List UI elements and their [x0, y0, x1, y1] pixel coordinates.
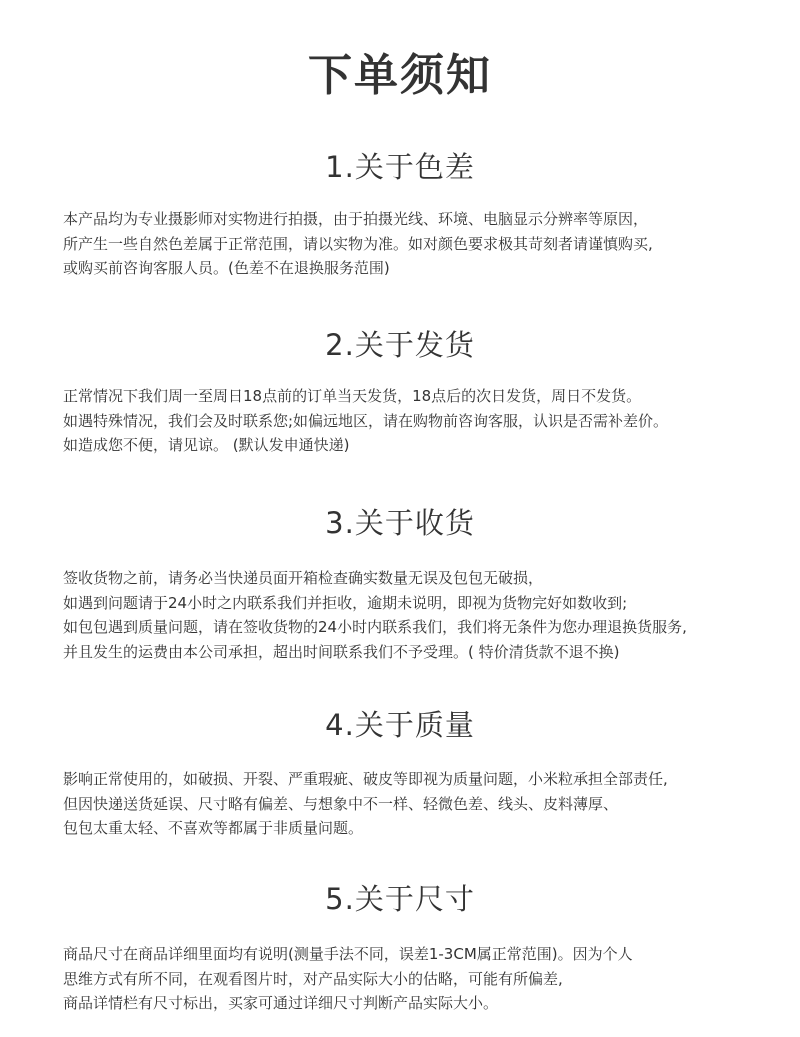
body-line: 正常情况下我们周一至周日18点前的订单当天发货，18点后的次日发货，周日不发货。: [63, 387, 642, 405]
body-line: 所产生一些自然色差属于正常范围，请以实物为准。如对颜色要求极其苛刻者请谨慎购买,: [63, 234, 653, 253]
body-line: 并且发生的运费由本公司承担，超出时间联系我们不予受理。( 特价清货款不退不换): [63, 642, 620, 661]
section-body-quality: [63, 767, 793, 841]
section-body-receiving: [63, 566, 793, 664]
section-heading-quality: 4.关于质量: [325, 708, 475, 742]
body-line: 思维方式有所不同，在观看图片时，对产品实际大小的估略，可能有所偏差,: [63, 969, 563, 988]
body-line: 本产品均为专业摄影师对实物进行拍摄，由于拍摄光线、环境、电脑显示分辨率等原因，: [63, 210, 649, 228]
body-line: 影响正常使用的，如破损、开裂、严重瑕疵、破皮等即视为质量问题，小米粒承担全部责任,: [63, 770, 668, 788]
body-line: 如包包遇到质量问题，请在签收货物的24小时内联系我们，我们将无条件为您办理退换货服务,: [63, 618, 687, 636]
section-body-color-difference: [63, 207, 793, 281]
section-heading-receiving: 3.关于收货: [325, 506, 475, 540]
body-line: 签收货物之前，请务必当快递员面开箱检查确实数量无误及包包无破损，: [63, 569, 544, 587]
section-body-shipping: [63, 384, 793, 458]
section-heading-color-difference: 1.关于色差: [325, 150, 475, 184]
body-line: 商品详情栏有尺寸标出，买家可通过详细尺寸判断产品实际大小。: [63, 994, 499, 1012]
section-heading-size: 5.关于尺寸: [325, 882, 475, 916]
body-line: 如遇到问题请于24小时之内联系我们并拒收，逾期未说明，即视为货物完好如数收到;: [63, 593, 628, 612]
body-line: 如遇特殊情况，我们会及时联系您;如偏远地区，请在购物前咨询客服，认识是否需补差价。: [63, 411, 669, 430]
body-line: 包包太重太轻、不喜欢等都属于非质量问题。: [63, 819, 364, 837]
body-line: 如造成您不便，请见谅。 (默认发申通快递): [63, 436, 350, 454]
body-line: 但因快递送货延误、尺寸略有偏差、与想象中不一样、轻微色差、线头、皮料薄厚、: [63, 794, 619, 813]
page-title: 下单须知: [308, 50, 492, 101]
body-line: 或购买前咨询客服人员。(色差不在退换服务范围): [63, 259, 390, 277]
body-line: 商品尺寸在商品详细里面均有说明(测量手法不同，误差1-3CM属正常范围)。因为个人: [63, 945, 633, 963]
section-heading-shipping: 2.关于发货: [325, 328, 475, 362]
section-body-size: [63, 942, 793, 1016]
